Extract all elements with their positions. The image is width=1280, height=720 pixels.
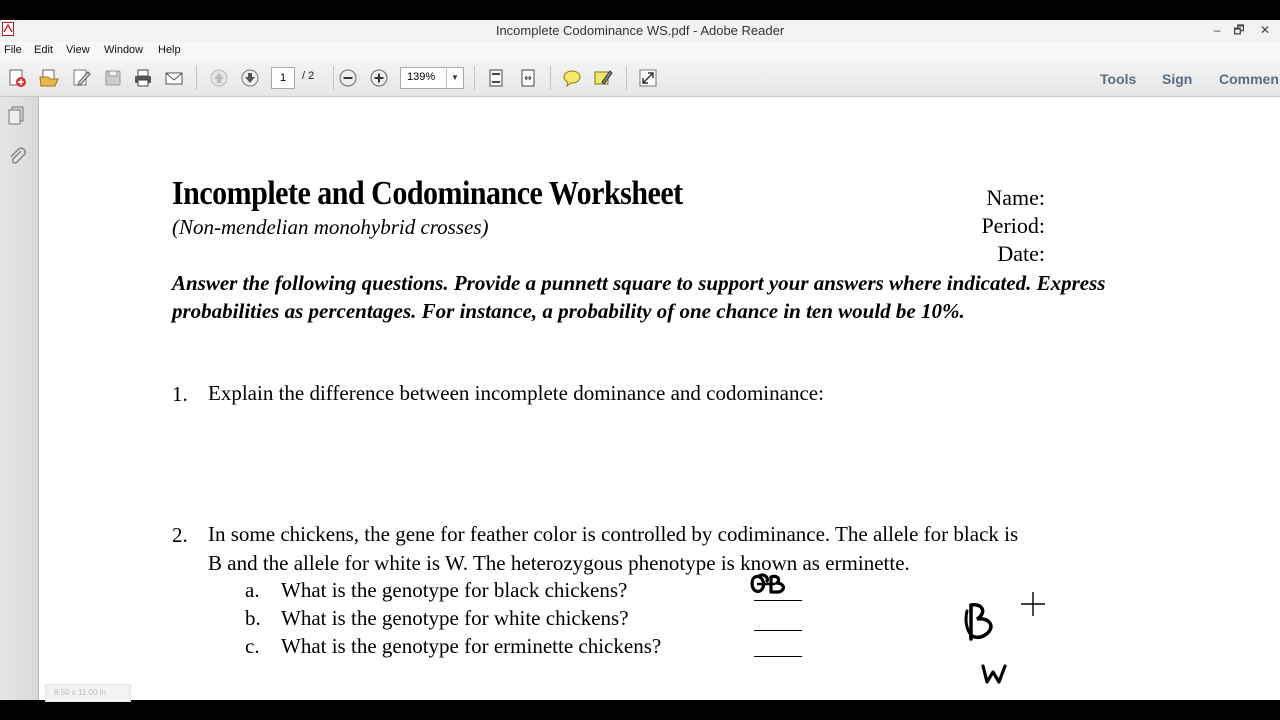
chevron-down-icon[interactable]: ▼ — [446, 68, 463, 88]
expand-arrows-icon — [638, 68, 658, 88]
menu-window[interactable]: Window — [104, 44, 144, 56]
arrow-down-icon — [240, 68, 260, 88]
instructions-paragraph: Answer the following questions. Provide a punnett square to support your answers where indicated. Express probabilities as percentages. For instance, a probability of one chance in ten would be 10%. — [172, 271, 1106, 323]
edit-document-icon — [71, 68, 91, 88]
toolbar-separator — [474, 66, 475, 90]
sub-question-b-letter: b. — [245, 606, 261, 630]
comment-pane-button[interactable]: Commen — [1219, 71, 1279, 87]
sub-question-a-text: What is the genotype for black chickens? — [281, 578, 628, 602]
zoom-value: 139% — [407, 71, 436, 83]
menu-view[interactable]: View — [66, 44, 90, 56]
page-number-input[interactable]: 1 — [271, 67, 295, 89]
page-size-text: 8.50 x 11.00 in — [54, 688, 106, 697]
speech-bubble-icon — [562, 68, 582, 88]
question-2-line-2: B and the allele for white is W. The heterozygous phenotype is known as erminette. — [208, 551, 910, 575]
plus-circle-icon — [369, 68, 389, 88]
answer-blank-b — [754, 630, 802, 631]
fit-page-icon — [486, 68, 506, 88]
minimize-button[interactable]: – — [1213, 23, 1221, 37]
create-pdf-button[interactable] — [6, 67, 28, 89]
highlighter-icon — [593, 68, 613, 88]
answer-blank-c — [754, 656, 802, 657]
handwritten-w-annotation — [979, 660, 1013, 688]
window-title: Incomplete Codominance WS.pdf - Adobe Reader — [495, 23, 785, 38]
main-toolbar — [0, 60, 1280, 97]
sign-pane-button[interactable]: Sign — [1162, 71, 1193, 87]
navigation-pane — [0, 97, 39, 700]
zoom-select[interactable] — [400, 67, 464, 89]
handwritten-b-annotation — [963, 599, 1011, 643]
window-titlebar — [0, 20, 1280, 43]
name-field-label: Name: — [986, 185, 1045, 210]
menu-edit[interactable]: Edit — [34, 44, 53, 56]
document-page — [39, 97, 1280, 700]
toolbar-separator — [550, 66, 551, 90]
save-disk-icon — [103, 68, 123, 88]
toolbar-separator — [196, 66, 197, 90]
menu-help[interactable]: Help — [158, 44, 181, 56]
fit-page-button[interactable] — [485, 67, 507, 89]
page-size-indicator — [45, 684, 131, 702]
printer-icon — [133, 68, 153, 88]
tools-pane-button[interactable]: Tools — [1100, 71, 1137, 87]
close-button[interactable]: ✕ — [1259, 23, 1271, 37]
open-button[interactable] — [38, 67, 60, 89]
toolbar-separator — [333, 66, 334, 90]
arrow-up-icon — [209, 68, 229, 88]
print-button[interactable] — [132, 67, 154, 89]
handwritten-bb-annotation — [747, 567, 807, 603]
save-button[interactable] — [102, 67, 124, 89]
question-2-line-1: In some chickens, the gene for feather color is controlled by codiminance. The allele for black is — [208, 522, 1019, 546]
sub-question-c-text: What is the genotype for erminette chickens? — [281, 634, 662, 658]
toolbar-separator — [626, 66, 627, 90]
question-2-number: 2. — [172, 523, 188, 547]
open-folder-icon — [39, 68, 59, 88]
full-screen-button[interactable] — [637, 67, 659, 89]
crosshair-cursor-icon — [1020, 591, 1046, 617]
fit-width-icon — [518, 68, 538, 88]
next-page-button[interactable] — [239, 67, 261, 89]
restore-button[interactable]: 🗗 — [1233, 23, 1245, 37]
question-1-number: 1. — [172, 382, 188, 406]
highlight-button[interactable] — [592, 67, 614, 89]
edit-pdf-button[interactable] — [70, 67, 92, 89]
sticky-note-button[interactable] — [561, 67, 583, 89]
fit-width-button[interactable] — [517, 67, 539, 89]
sub-question-a-letter: a. — [245, 578, 260, 602]
page-thumbnails-icon[interactable] — [6, 105, 28, 127]
email-button[interactable] — [163, 67, 185, 89]
paperclip-icon[interactable] — [6, 145, 28, 167]
envelope-icon — [164, 68, 184, 88]
sub-question-c-letter: c. — [245, 634, 260, 658]
previous-page-button[interactable] — [208, 67, 230, 89]
worksheet-subtitle: (Non-mendelian monohybrid crosses) — [172, 215, 489, 239]
date-field-label: Date: — [997, 241, 1045, 266]
page-total-label: / 2 — [302, 70, 315, 82]
period-field-label: Period: — [981, 213, 1045, 238]
question-1-text: Explain the difference between incomplete dominance and codominance: — [208, 381, 824, 405]
minus-circle-icon — [338, 68, 358, 88]
create-pdf-icon — [7, 68, 27, 88]
zoom-out-button[interactable] — [337, 67, 359, 89]
worksheet-title: Incomplete and Codominance Worksheet — [172, 175, 683, 212]
menu-bar — [0, 42, 1280, 60]
sub-question-b-text: What is the genotype for white chickens? — [281, 606, 629, 630]
zoom-in-button[interactable] — [368, 67, 390, 89]
menu-file[interactable]: File — [4, 44, 22, 56]
